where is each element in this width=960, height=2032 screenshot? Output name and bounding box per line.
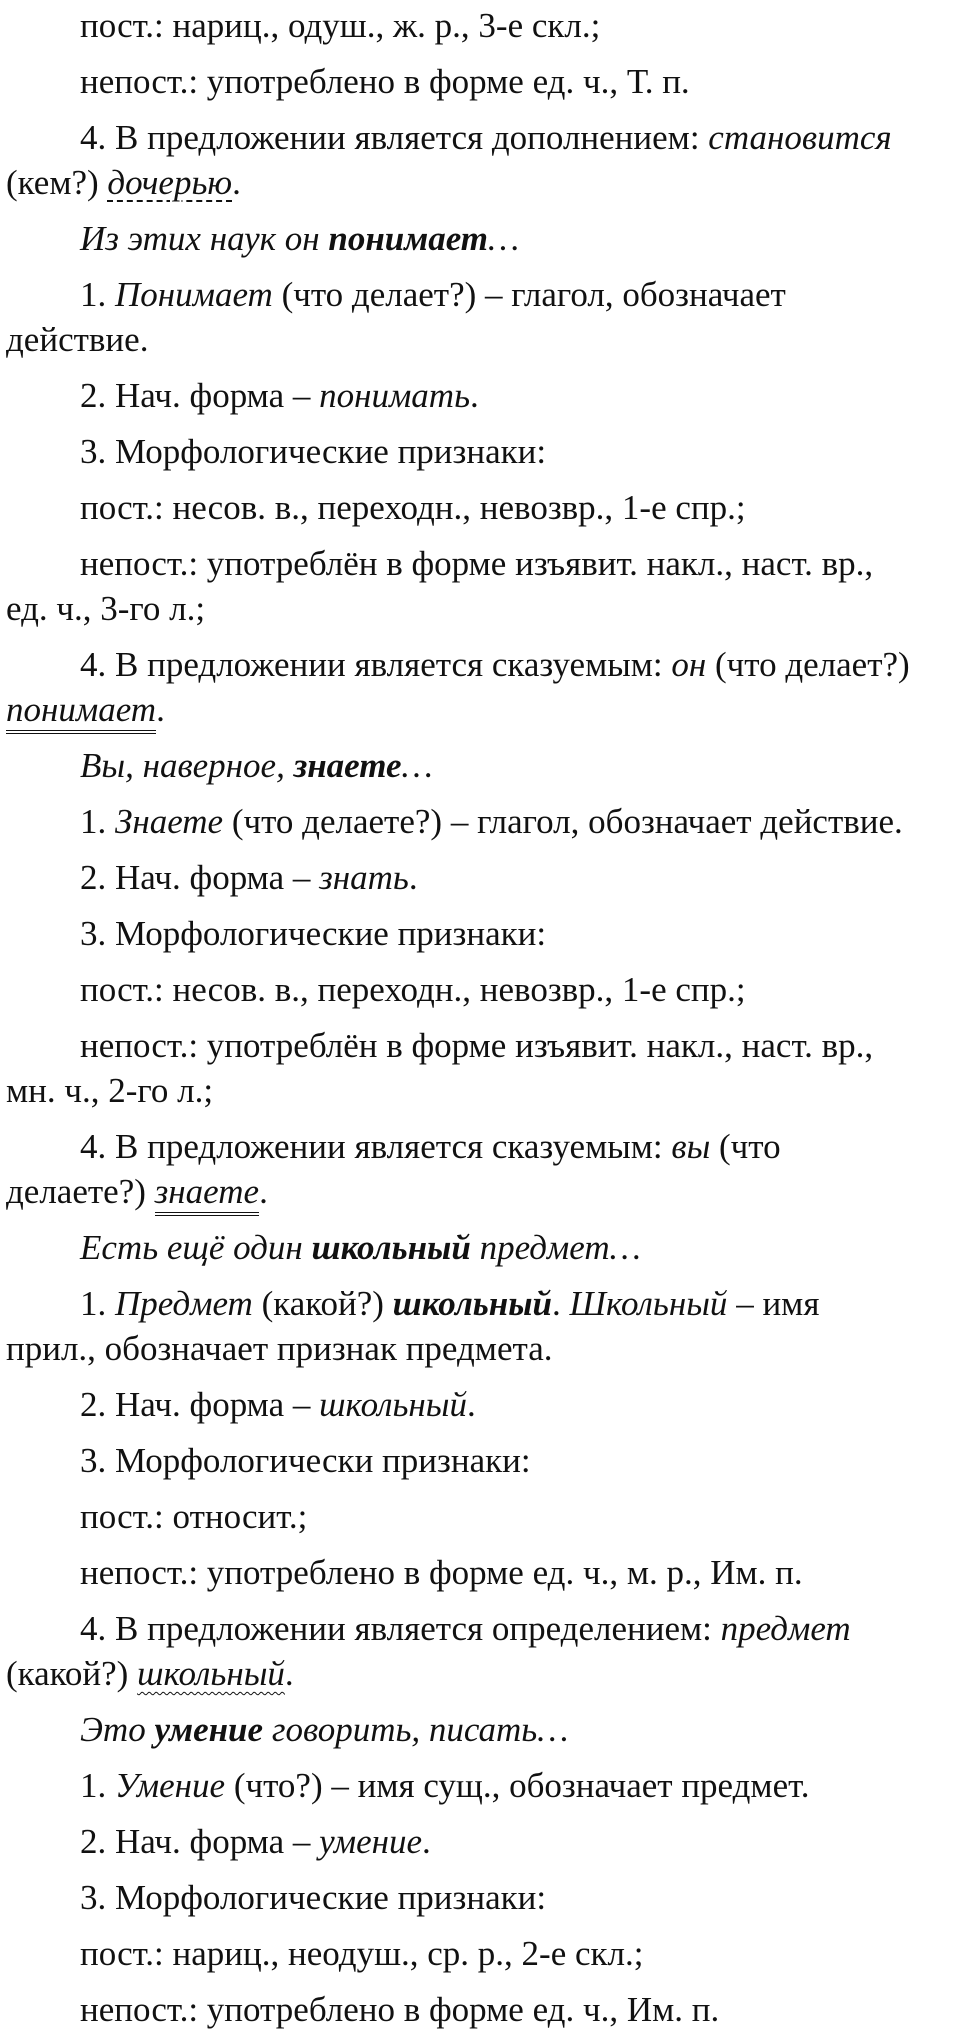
constant-features-line: пост.: несов. в., переходн., невозвр., 1-е спр.; [80,970,746,1009]
morph-features-heading: 3. Морфологические признаки: [80,1878,547,1917]
part-of-speech-line-cont: действие. [6,320,149,359]
quote-line: Есть ещё один школьный предмет… [80,1228,641,1267]
variable-features-line: непост.: употреблено в форме ед. ч., м. р., Им. п. [80,1553,803,1592]
syntax-role-line-cont: (какой?) школьный. [6,1654,294,1693]
predicate-underlined-word: знаете [155,1172,259,1216]
morph-features-heading: 3. Морфологические признаки: [80,432,547,471]
syntax-role-line: 4. В предложении является определением: предмет [80,1609,851,1648]
variable-features-line: непост.: употреблено в форме ед. ч., Т. п. [80,62,690,101]
morph-features-heading: 3. Морфологически признаки: [80,1441,531,1480]
initial-form-line: 2. Нач. форма – школьный. [80,1385,476,1424]
syntax-role-line: 4. В предложении является сказуемым: вы (что [80,1127,781,1166]
constant-features-line: пост.: нариц., неодуш., ср. р., 2-е скл.; [80,1934,644,1973]
part-of-speech-line: 1. Предмет (какой?) школьный. Школьный – имя [80,1284,820,1323]
attribute-underlined-word: школьный [137,1654,285,1693]
predicate-underlined-word: понимает [6,690,156,734]
variable-features-line-cont: ед. ч., 3-го л.; [6,589,206,628]
part-of-speech-line-cont: прил., обозначает признак предмета. [6,1329,553,1368]
object-underlined-word: дочерью [107,163,233,202]
syntax-role-line: 4. В предложении является дополнением: становится [80,118,892,157]
part-of-speech-line: 1. Знаете (что делаете?) – глагол, обозначает действие. [80,802,903,841]
initial-form-line: 2. Нач. форма – умение. [80,1822,431,1861]
constant-features-line: пост.: относит.; [80,1497,308,1536]
quote-line: Из этих наук он понимает… [80,219,520,258]
variable-features-line: непост.: употреблено в форме ед. ч., Им. п. [80,1990,720,2029]
constant-features-line: пост.: несов. в., переходн., невозвр., 1-е спр.; [80,488,746,527]
initial-form-line: 2. Нач. форма – знать. [80,858,418,897]
part-of-speech-line: 1. Понимает (что делает?) – глагол, обозначает [80,275,786,314]
syntax-role-line-cont: понимает. [6,687,950,732]
syntax-role-line-cont: (кем?) дочерью. [6,163,241,202]
constant-features-line: пост.: нариц., одуш., ж. р., 3-е скл.; [80,6,601,45]
variable-features-line: непост.: употреблён в форме изъявит. накл., наст. вр., [80,1026,874,1065]
quote-line: Это умение говорить, писать… [80,1710,569,1749]
part-of-speech-line: 1. Умение (что?) – имя сущ., обозначает предмет. [80,1766,810,1805]
document-page [0,3,960,2029]
syntax-role-line: 4. В предложении является сказуемым: он (что делает?) [80,645,910,684]
quote-line: Вы, наверное, знаете… [80,746,433,785]
syntax-role-line-cont: делаете?) знаете. [6,1169,950,1214]
variable-features-line: непост.: употреблён в форме изъявит. накл., наст. вр., [80,544,874,583]
initial-form-line: 2. Нач. форма – понимать. [80,376,479,415]
variable-features-line-cont: мн. ч., 2-го л.; [6,1071,214,1110]
morph-features-heading: 3. Морфологические признаки: [80,914,547,953]
